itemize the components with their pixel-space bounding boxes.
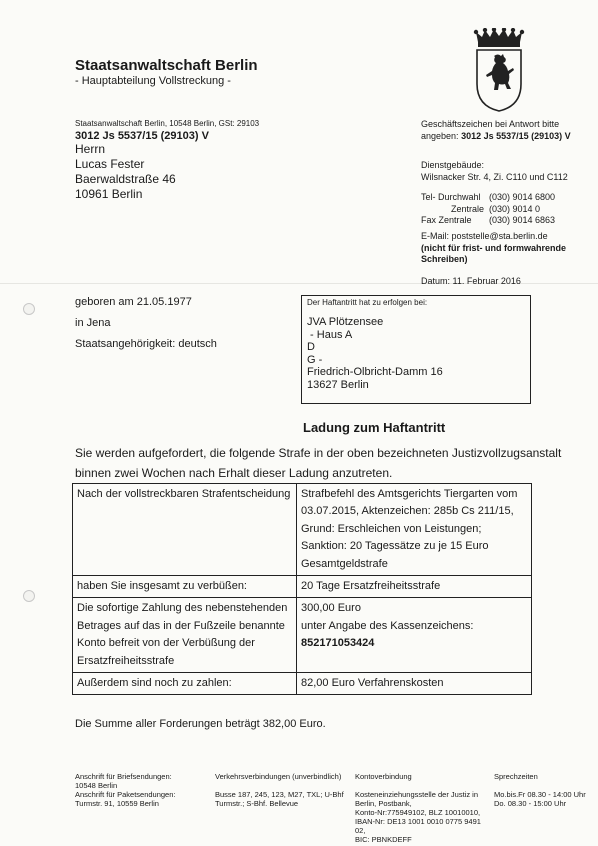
reference-label: Geschäftszeichen bei Antwort bitte: [421, 119, 560, 129]
recipient-line: Lucas Fester: [75, 157, 145, 171]
department-subtitle: - Hauptabteilung Vollstreckung -: [75, 75, 231, 87]
intro-text: [75, 443, 561, 483]
footer-line: Berlin, Postbank,: [355, 799, 412, 808]
footer-line: Mo.bis.Fr 08.30 - 14:00 Uhr: [494, 790, 586, 799]
prison-address-box: [301, 295, 531, 404]
footer-line: [215, 781, 345, 790]
footer-line: Sprechzeiten: [494, 772, 538, 781]
footer-line: Anschrift für Briefsendungen:: [75, 772, 172, 781]
cell-line: Ersatzfreiheitsstrafe: [77, 654, 175, 667]
table-row: [73, 576, 532, 598]
total-sum: Die Summe aller Forderungen beträgt 382,00 Euro.: [75, 718, 326, 730]
footer-transport: [215, 772, 345, 808]
payment-reference: 852171053424: [301, 637, 375, 650]
footer-line: [494, 781, 594, 790]
cell-line: Konto befreit von der Verbüßung der: [77, 637, 255, 650]
table-cell: Nach der vollstreckbaren Strafentscheidung: [73, 484, 297, 576]
cell-line: Betrages auf das in der Fußzeile benannte: [77, 619, 285, 632]
cell-line: Gesamtgeldstrafe: [301, 557, 388, 570]
recipient-line: Herrn: [75, 142, 106, 156]
footer-line: Kontoverbindung: [355, 772, 412, 781]
footer-address: [75, 772, 205, 808]
authority-title: Staatsanwaltschaft Berlin: [75, 57, 258, 74]
recipient-line: 10961 Berlin: [75, 187, 143, 201]
letter-date: Datum: 11. Februar 2016: [421, 276, 521, 286]
birth-place: in Jena: [75, 317, 111, 329]
footer-line: Do. 08.30 - 15:00 Uhr: [494, 799, 567, 808]
cell-line: unter Angabe des Kassenzeichens:: [301, 619, 474, 632]
table-cell: 20 Tage Ersatzfreiheitsstrafe: [297, 576, 532, 598]
prison-box-label: Der Haftantritt hat zu erfolgen bei:: [307, 298, 428, 307]
cell-line: 300,00 Euro: [301, 602, 361, 615]
cell-line: Die sofortige Zahlung des nebenstehenden: [77, 602, 288, 615]
footer-line: [355, 781, 490, 790]
table-cell: 82,00 Euro Verfahrenskosten: [297, 673, 532, 695]
reference-label: angeben:: [421, 130, 459, 141]
footer-line: Turmstr.; S-Bhf. Bellevue: [215, 799, 299, 808]
table-row: [73, 673, 532, 695]
file-number: 3012 Js 5537/15 (29103) V: [75, 130, 209, 142]
cell-line: Grund: Erschleichen von Leistungen;: [301, 522, 482, 535]
table-row: [73, 598, 532, 673]
document-title: Ladung zum Haftantritt: [303, 420, 446, 435]
footer-line: Konto-Nr:775949102, BLZ 10010010,: [355, 808, 481, 817]
punch-hole-top: [23, 303, 35, 315]
cell-line: Strafbefehl des Amtsgerichts Tiergarten vom: [301, 488, 518, 500]
footer-line: Anschrift für Paketsendungen:: [75, 790, 176, 799]
office-label: Dienstgebäude:: [421, 160, 485, 170]
phone-block: [421, 192, 596, 227]
phone-direct: (030) 9014 6800: [489, 192, 556, 202]
footer-line: BIC: PBNKDEFF: [355, 835, 412, 844]
phone-central-label-wrap: [421, 204, 489, 216]
table-cell: [73, 598, 297, 673]
office-address: Wilsnacker Str. 4, Zi. C110 und C112: [421, 171, 568, 182]
recipient-line: Baerwaldstraße 46: [75, 172, 176, 186]
footer-line: Kosteneinziehungsstelle der Justiz in: [355, 790, 478, 799]
phone-central-label: Zentrale: [450, 203, 484, 214]
email-note: (nicht für frist- und formwahrende: [421, 242, 566, 253]
punch-hole-bottom: [23, 590, 35, 602]
office-block: [421, 160, 596, 183]
table-row: [73, 484, 532, 576]
table-cell: Außerdem sind noch zu zahlen:: [73, 673, 297, 695]
reference-block: [421, 119, 596, 142]
reference-value: 3012 Js 5537/15 (29103) V: [461, 130, 571, 141]
footer-bank: [355, 772, 490, 844]
prison-line: D: [307, 341, 315, 354]
email-block: [421, 231, 596, 266]
prison-address: [307, 316, 525, 392]
berlin-coat-of-arms-icon: [470, 28, 528, 112]
reference-line: [421, 131, 596, 143]
phone-direct-label: Tel- Durchwahl: [421, 192, 481, 202]
prison-line: G -: [307, 353, 323, 366]
footer-line: Verkehrsverbindungen (unverbindlich): [215, 772, 342, 781]
footer-line: 10548 Berlin: [75, 781, 118, 790]
footer-line: Busse 187, 245, 123, M27, TXL; U-Bhf: [215, 790, 344, 799]
cell-line: Sanktion: 20 Tagessätze zu je 15 Euro: [301, 540, 489, 553]
prison-line: JVA Plötzensee: [307, 316, 384, 328]
sentence-table: [72, 483, 532, 695]
intro-line: binnen zwei Wochen nach Erhalt dieser Ladung anzutreten.: [75, 466, 393, 480]
intro-line: Sie werden aufgefordert, die folgende Strafe in der oben bezeichneten Justizvollzugsanstalt: [75, 446, 562, 460]
table-cell: [297, 484, 532, 576]
recipient-address: [75, 142, 176, 202]
email-link[interactable]: E-Mail: poststelle@sta.berlin.de: [421, 231, 548, 241]
sender-line: Staatsanwaltschaft Berlin, 10548 Berlin, GSt: 29103: [75, 119, 260, 128]
footer-line: Turmstr. 91, 10559 Berlin: [75, 799, 159, 808]
prison-line: Friedrich-Olbricht-Damm 16: [307, 366, 443, 379]
phone-central: (030) 9014 0: [489, 203, 541, 214]
fax-label: Fax Zentrale: [421, 215, 472, 225]
cell-line: 03.07.2015, Aktenzeichen: 285b Cs 211/15,: [301, 505, 514, 518]
footer-hours: [494, 772, 594, 808]
fax-number: (030) 9014 6863: [489, 215, 556, 225]
footer-line: IBAN-Nr: DE13 1001 0010 0775 9491 02,: [355, 817, 481, 835]
prison-line: 13627 Berlin: [307, 378, 369, 391]
table-cell: [297, 598, 532, 673]
nationality: Staatsangehörigkeit: deutsch: [75, 338, 217, 350]
birth-date: geboren am 21.05.1977: [75, 296, 192, 308]
prison-line: - Haus A: [307, 328, 353, 341]
email-note: Schreiben): [421, 254, 468, 264]
table-cell: haben Sie insgesamt zu verbüßen:: [73, 576, 297, 598]
